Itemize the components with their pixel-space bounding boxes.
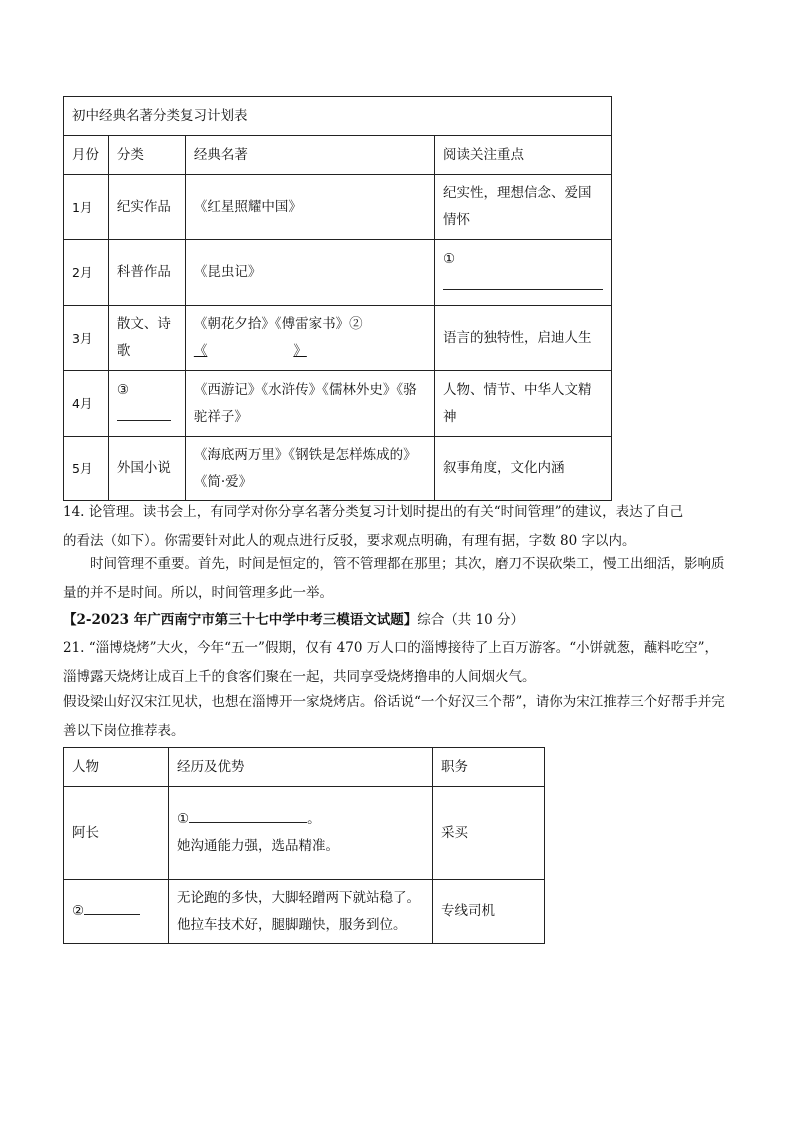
focus-cell: 语言的独特性，启迪人生 [435, 306, 612, 371]
books-cell [185, 306, 434, 371]
month-cell: 5月 [64, 437, 109, 501]
recommend-table [63, 747, 545, 944]
experience-cell: ① 。 她沟通能力强，选品精准。 [169, 787, 433, 880]
header-category: 分类 [108, 136, 185, 175]
focus-cell: 人物、情节、中华人文精神 [435, 371, 612, 437]
category-cell: 科普作品 [108, 240, 185, 306]
answer-blank-1[interactable] [443, 273, 603, 290]
month-cell: 1月 [64, 175, 109, 240]
month-cell: 2月 [64, 240, 109, 306]
focus-blank-marker: ① [443, 250, 456, 267]
answer-blank-4[interactable] [189, 806, 307, 823]
focus-cell: 叙事角度，文化内涵 [435, 437, 612, 501]
header-focus: 阅读关注重点 [435, 136, 612, 175]
header-job: 职务 [433, 748, 545, 787]
books-cell: 《海底两万里》《钢铁是怎样炼成的》《简·爱》 [185, 437, 434, 501]
plan-table-title: 初中经典名著分类复习计划表 [64, 97, 612, 136]
person-cell: ② [64, 880, 169, 944]
focus-cell [435, 240, 612, 306]
answer-blank-5[interactable] [84, 898, 140, 915]
q14-prompt: 14. 论管理。读书会上，有同学对你分享名著分类复习计划时提出的有关“时间管理”的建议，表达了自己 的看法（如下）。你需要针对此人的观点进行反驳，要求观点明确，有理有据，字数 80 字以内。 [63, 504, 684, 549]
job-cell: 专线司机 [433, 880, 545, 944]
answer-blank-2[interactable]: 《 》 [193, 343, 307, 359]
person-cell: 阿长 [64, 787, 169, 880]
month-cell: 3月 [64, 306, 109, 371]
q14-quote: 时间管理不重要。首先，时间是恒定的，管不管理都在那里；其次，磨刀不误砍柴工，慢工出细活，影响质量的并不是时间。所以，时间管理多此一举。 [63, 556, 725, 601]
header-month: 月份 [64, 136, 109, 175]
job-cell: 采买 [433, 787, 545, 880]
review-plan-table [63, 96, 612, 501]
header-experience: 经历及优势 [169, 748, 433, 787]
category-cell: 散文、诗歌 [108, 306, 185, 371]
answer-blank-3[interactable] [117, 404, 171, 421]
section-header: 【2-2023 年广西南宁市第三十七中学中考三模语文试题】综合（共 10 分） [63, 612, 525, 628]
header-books: 经典名著 [185, 136, 434, 175]
books-cell: 《红星照耀中国》 [185, 175, 434, 240]
focus-cell: 纪实性，理想信念、爱国情怀 [435, 175, 612, 240]
books-text: 《朝花夕拾》《傅雷家书》② [193, 316, 363, 332]
category-cell: 纪实作品 [108, 175, 185, 240]
books-cell: 《西游记》《水浒传》《儒林外史》《骆驼祥子》 [185, 371, 434, 437]
category-blank-marker: ③ [116, 381, 129, 398]
books-cell: 《昆虫记》 [185, 240, 434, 306]
category-cell: 外国小说 [108, 437, 185, 501]
experience-cell: 无论跑的多快，大脚轻蹭两下就站稳了。 他拉车技术好，腿脚蹦快，服务到位。 [169, 880, 433, 944]
category-cell [108, 371, 185, 437]
q21-text2: 假设梁山好汉宋江见状，也想在淄博开一家烧烤店。俗话说“一个好汉三个帮”，请你为宋江推荐三个好帮手并完善以下岗位推荐表。 [63, 694, 725, 739]
q21-text: 21. “淄博烧烤”大火，今年“五一”假期，仅有 470 万人口的淄博接待了上百万游客。“小饼就葱，蘸料吃空”，淄博露天烧烤让成百上千的食客们聚在一起，共同享受烧烤撸串的人间烟火气。 [63, 640, 719, 685]
month-cell: 4月 [64, 371, 109, 437]
header-person: 人物 [64, 748, 169, 787]
